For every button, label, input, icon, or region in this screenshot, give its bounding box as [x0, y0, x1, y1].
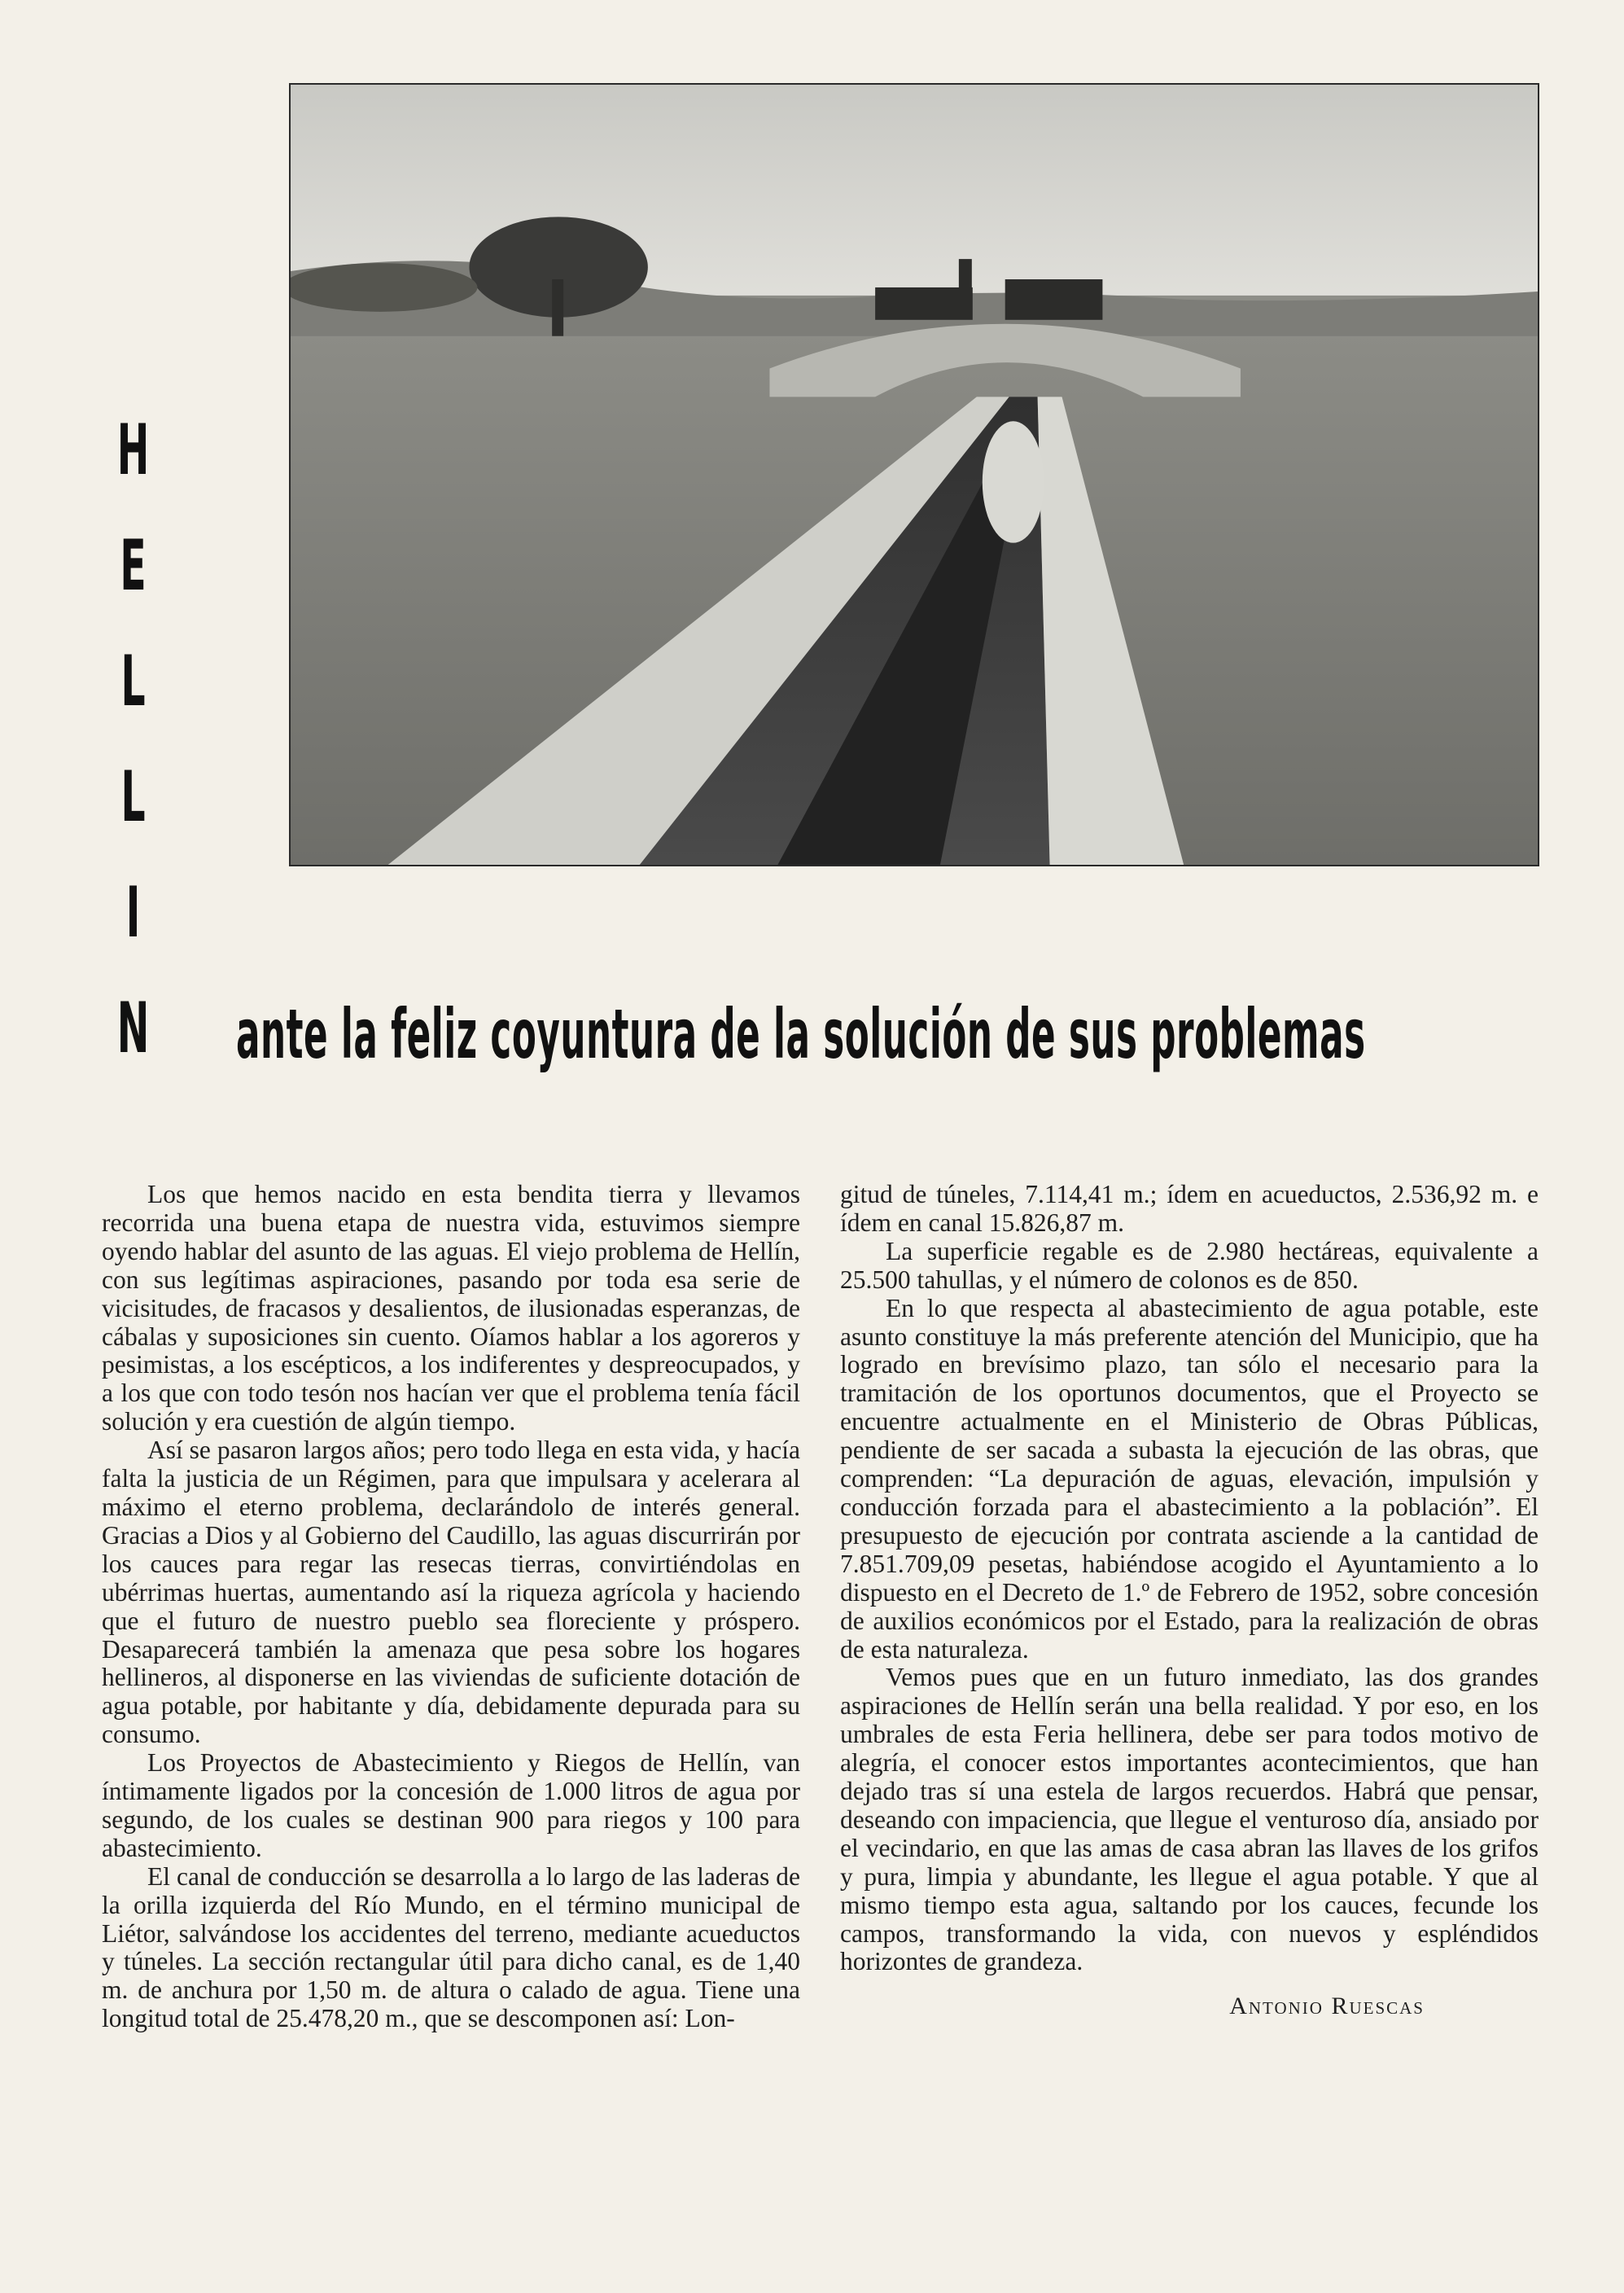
- title-letter: I: [125, 872, 140, 954]
- article-column-2: [840, 1181, 1539, 2182]
- paragraph: Así se pasaron largos años; pero todo llega en esta vida, y hacía falta la justicia de un Régimen, para que impulsara y acelerara al máximo el eterno problema, declarándolo de interés general. Gracias a Dios y al Gobierno del Caudillo, las aguas discurrirán por los cauces para regar las resecas tierras, convirtiéndolas en ubérrimas huertas, aumentando así la riqueza agrícola y haciendo que el futuro de nuestro pueblo sea floreciente y próspero. Desaparecerá también la amenaza que pesa sobre los hogares hellineros, al disponerse en las viviendas de suficiente dotación de agua potable, por habitante y día, debidamente depurada para su consumo.: [102, 1436, 800, 1749]
- paragraph: Vemos pues que en un futuro inmediato, las dos grandes aspiraciones de Hellín serán una bella realidad. Y por eso, en los umbrales de esta Feria hellinera, debe ser para todos motivo de alegría, el conocer estos importantes acontecimientos, que han dejado tras sí una estela de largos recuerdos. Habrá que pensar, deseando con impaciencia, que llegue el venturoso día, ansiado por el vecindario, en que las amas de casa abran las llaves de los grifos y pura, limpia y abundante, les llegue el agua potable. Y que al mismo tiempo esta agua, saltando por los cauces, fecunde los campos, transformando la vida, con nuevos y espléndidos horizontes de grandeza.: [840, 1663, 1539, 1976]
- paragraph: El canal de conducción se desarrolla a lo largo de las laderas de la orilla izquierda del Río Mundo, en el término municipal de Liétor, salvándose los accidentes del terreno, mediante acueductos y túneles. La sección rectangular útil para dicho canal, es de 1,40 m. de anchura por 1,50 m. de altura o calado de agua. Tiene una longitud total de 25.478,20 m., que se descomponen así: Lon-: [102, 1861, 800, 2033]
- title-letter: L: [120, 756, 145, 838]
- vertical-title: [96, 410, 169, 1109]
- paragraph: En lo que respecta al abastecimiento de agua potable, este asunto constituye la más preferente atención del Municipio, que ha logrado en brevísimo plazo, tan sólo el necesario para la tramitación de los oportunos documentos, que el Proyecto se encuentre actualmente en el Ministerio de Obras Públicas, pendiente de ser sacada a subasta la ejecución de las obras, que comprenden: “La depuración de aguas, elevación, impulsión y conducción forzada para el abastecimiento a la población”. El presupuesto de ejecución por contrata asciende a la cantidad de 7.851.709,09 pesetas, habiéndose acogido el Ayuntamiento a lo dispuesto en el Decreto de 1.º de Febrero de 1952, sobre concesión de auxilios económicos por el Estado, para la realización de obras de esta naturaleza.: [840, 1293, 1539, 1664]
- headline: ante la feliz coyuntura de la solución de sus problemas: [236, 994, 1366, 1074]
- author-signature: Antonio Ruescas: [1229, 1993, 1425, 2020]
- article-body: [102, 1181, 1539, 2182]
- paragraph: Los Proyectos de Abastecimiento y Riegos de Hellín, van íntimamente ligados por la concesión de 1.000 litros de agua por segundo, de los cuales se destinan 900 para riegos y 100 para abastecimiento.: [102, 1748, 800, 1862]
- paragraph-continuation: gitud de túneles, 7.114,41 m.; ídem en acueductos, 2.536,92 m. e ídem en canal 15.826,87 m.: [840, 1180, 1539, 1237]
- title-letter: E: [120, 525, 146, 607]
- canal-photo-illustration: [291, 85, 1538, 865]
- title-letter: N: [116, 988, 149, 1069]
- canal-photo: [289, 83, 1539, 866]
- title-letter: H: [116, 410, 149, 491]
- paragraph: Los que hemos nacido en esta bendita tierra y llevamos recorrida una buena etapa de nuestra vida, estuvimos siempre oyendo hablar del asunto de las aguas. El viejo problema de Hellín, con sus legítimas aspiraciones, pasando por toda esa serie de vicisitudes, de fracasos y desalientos, de ilusionadas esperanzas, de cábalas y suposiciones sin cuento. Oíamos hablar a los agoreros y pesimistas, a los escépticos, a los indiferentes y despreocupados, y a los que con todo tesón nos hacían ver que el problema tenía fácil solución y era cuestión de algún tiempo.: [102, 1180, 800, 1436]
- article-column-1: [102, 1181, 800, 2182]
- paragraph: La superficie regable es de 2.980 hectáreas, equivalente a 25.500 tahullas, y el número de colonos es de 850.: [840, 1236, 1539, 1294]
- title-letter: L: [120, 641, 145, 722]
